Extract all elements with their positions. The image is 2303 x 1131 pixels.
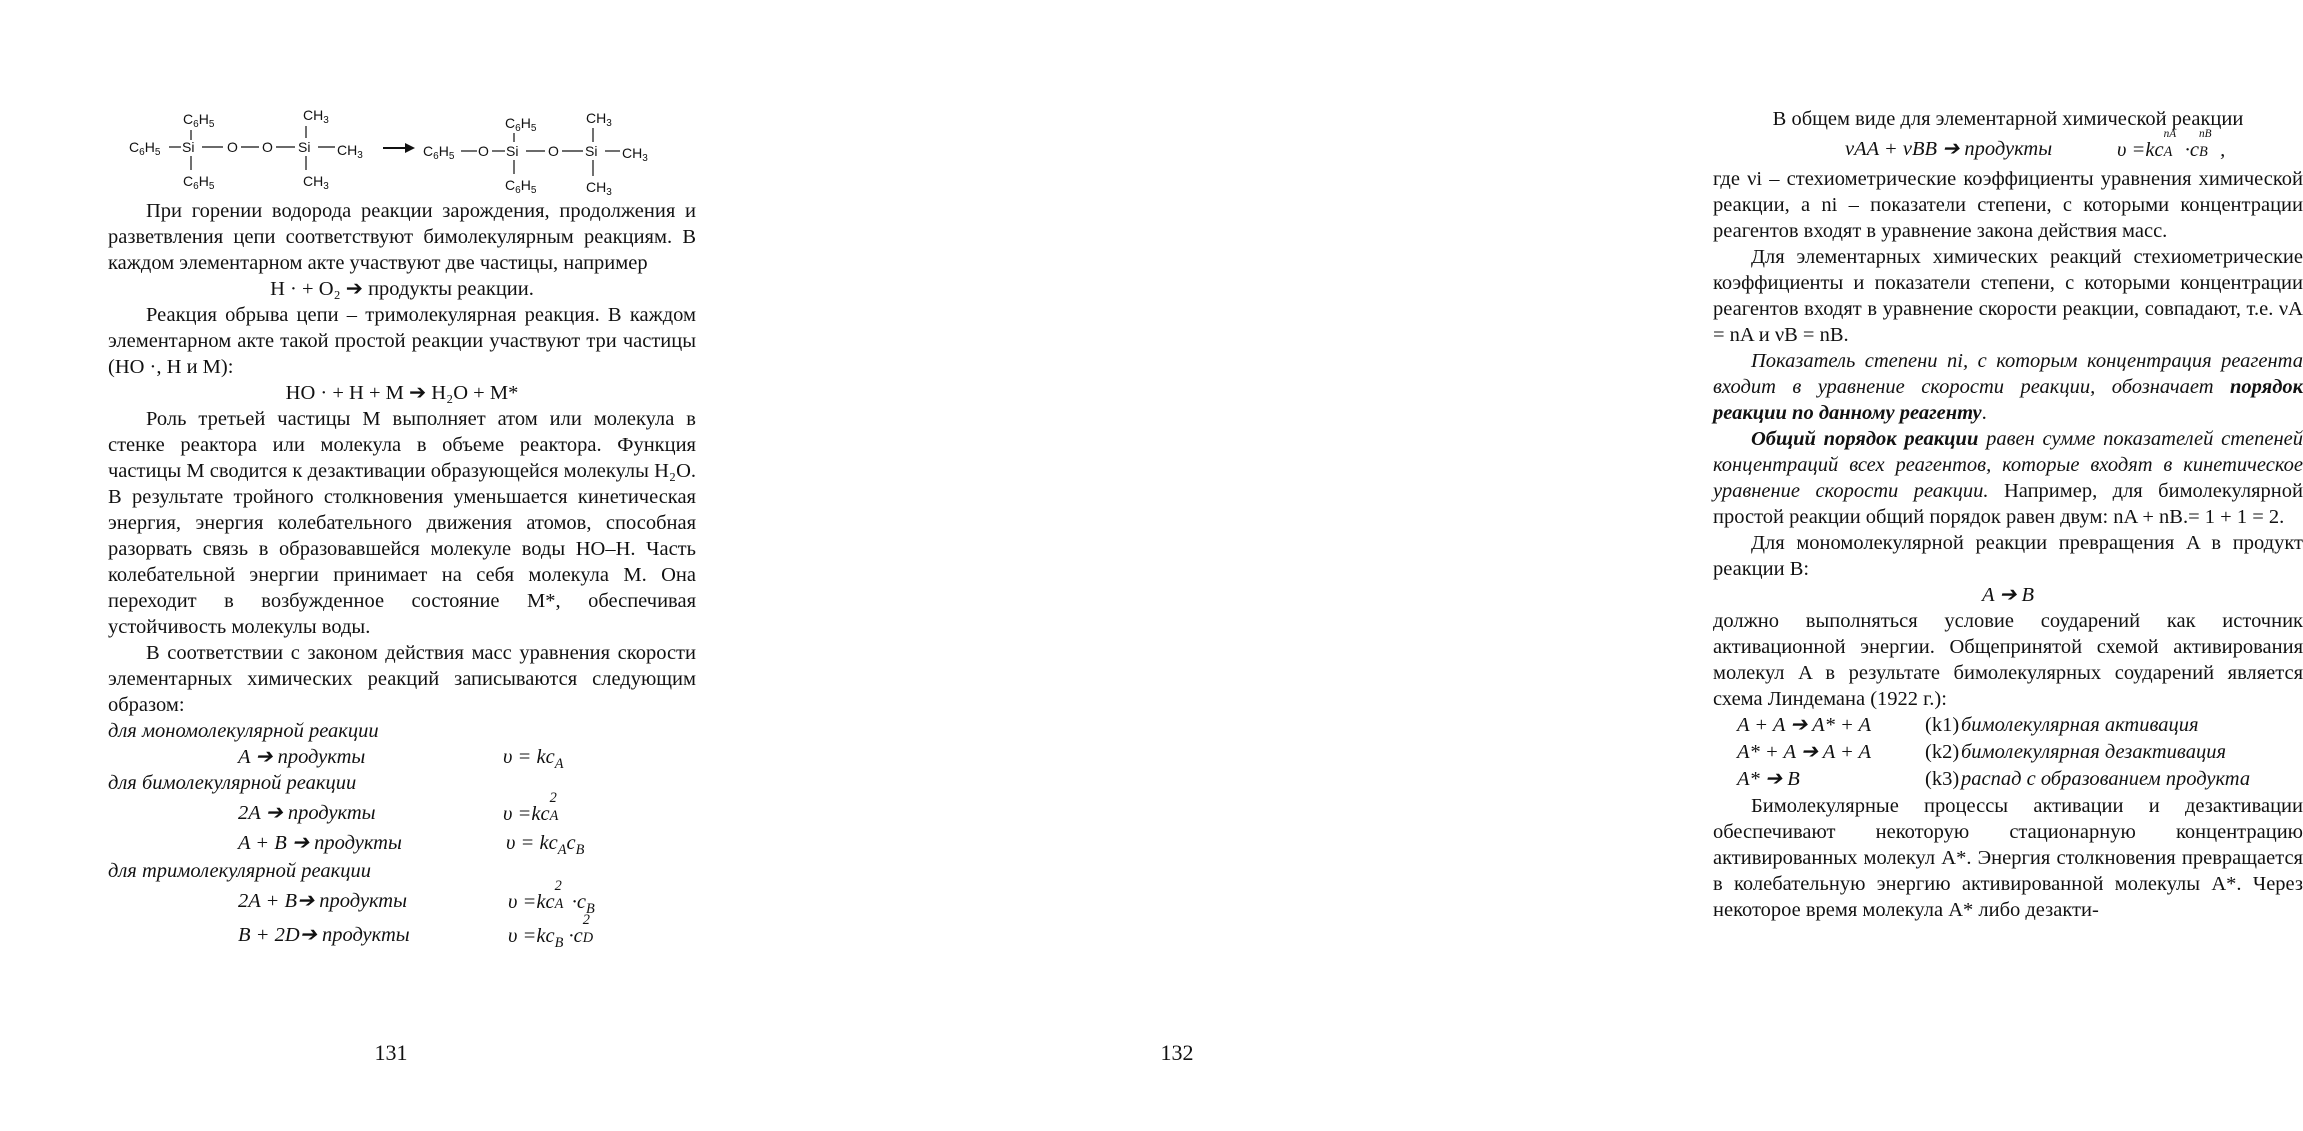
right-para-3: Показатель степени ni, с которым концентрация реагента входит в уравнение скорости реакции, обозначает порядок реакции по данному реагенту. [1713, 350, 2303, 424]
mech-step-1: A + A ➔ A* + A (k1) бимолекулярная активация [1737, 714, 2199, 736]
right-line-1: В общем виде для элементарной химической реакции [1772, 108, 2244, 130]
r1-c6h5-top: $C_6H_5$ [183, 111, 215, 130]
term-order-by-reagent: порядок реакции по данному реагенту [1713, 376, 2303, 424]
term-overall-order: Общий порядок реакции [1751, 428, 1979, 450]
mech-step-3: A* ➔ B (k3) распад с образованием продукта [1737, 768, 2251, 790]
left-page [0, 0, 800, 1131]
rate-tri-1 [108, 878, 696, 918]
r1-o1: O [227, 139, 238, 155]
r1-ch3-right: $CH_3$ [337, 142, 363, 161]
p-ch3-right: $CH_3$ [622, 145, 648, 164]
tri2-rate: $\upsilon =kc_B \cdot c$ 2 D [508, 912, 594, 952]
rate-bi-1 [108, 790, 696, 828]
left-para-3: Роль третьей частицы М выполняет атом или молекула в стенке реактора или молекула в объеме реактора. Функция частицы М сводится к дезактивации образующейся молекулы H₂O. В результате тройного столкновения уменьшается кинетическая энергия, энергия колебательного движения атомов, способная разорвать связь в образовавшейся молекуле воды HO–H. Часть колебательной энергии принимает на себя молекула М. Она переходит в возбужденное состояние М*, обеспечивая устойчивость молекулы воды. [108, 408, 696, 638]
tri2-reaction: B + 2D➔ продукты [238, 924, 410, 946]
general-rate-equation [1713, 128, 2303, 166]
left-para-2: Реакция обрыва цепи – тримолекулярная реакция. В каждом элементарном акте такой простой реакции участвуют три частицы (HO ·, H и M): [108, 304, 696, 378]
left-eq-2: HO · + H + M ➔ H₂O + M* [285, 382, 519, 404]
general-rate: υ =kc nA A ·c nB B , [2117, 128, 2226, 161]
p-o: O [478, 143, 489, 159]
right-para-6: должно выполняться условие соударений как источник активационной энергии. Общепринятой схемой активирования молекул A в результате бимолекулярных соударений является схема Линдемана (1922 г.): [1713, 610, 2303, 710]
siloxane-reaction-diagram [125, 100, 685, 200]
bi2-rate: $\upsilon = kc_Ac_B$ [506, 832, 585, 859]
rate-bi-2 [108, 828, 696, 858]
right-para-2: Для элементарных химических реакций стехиометрические коэффициенты и показатели степени, с которыми концентрации реагентов входят в уравнение скорости реакции, совпадают, т.е. νA = nA и νB = nB. [1713, 246, 2303, 346]
heading-mono: для мономолекулярной реакции [108, 720, 379, 742]
p-o2: O [548, 143, 559, 159]
p-c6h5-top: $C_6H_5$ [505, 115, 537, 134]
bi1-reaction: 2A ➔ продукты [238, 802, 376, 824]
right-text-column [1713, 106, 2303, 923]
p-si: Si [506, 143, 519, 159]
heading-bi: для бимолекулярной реакции [108, 772, 357, 794]
left-para-1: При горении водорода реакции зарождения, продолжения и разветвления цепи соответствуют бимолекулярным реакциям. В каждом элементарном акте участвуют две частицы, например [108, 200, 696, 274]
r1-si2: Si [298, 139, 311, 155]
tri1-reaction: 2A + B➔ продукты [238, 890, 407, 912]
right-para-5: Для мономолекулярной реакции превращения A в продукт реакции B: [1713, 532, 2303, 580]
r1-si: Si [182, 139, 195, 155]
right-para-1: где νi – стехиометрические коэффициенты уравнения химической реакции, а ni – показатели степени, с которыми концентрации реагентов входят в уравнение закона действия масс. [1713, 168, 2303, 242]
r1-c6h5-left: $C_6H_5$ [129, 139, 161, 158]
r1-ch3-bottom: $CH_3$ [303, 173, 329, 192]
lindemann-mechanism [1713, 712, 2303, 793]
p-ch3-bottom: $CH_3$ [586, 179, 612, 198]
r1-ch3-top: $CH_3$ [303, 107, 329, 126]
heading-tri: для тримолекулярной реакции [108, 860, 371, 882]
left-text-column [108, 198, 696, 950]
bi1-rate: υ =kc 2 A [503, 790, 559, 825]
mono-rate: $\upsilon = kc_A$ [503, 746, 564, 773]
p-ch3-top: $CH_3$ [586, 110, 612, 129]
eq-a-to-b: A ➔ B [1981, 584, 2035, 606]
rate-mono [108, 744, 696, 773]
right-page [800, 0, 2303, 1131]
right-para-7: Бимолекулярные процессы активации и дезактивации обеспечивают некоторую стационарную концентрацию активированных молекул A*. Энергия столкновения превращается в колебательную энергию активированной молекулы A*. Через некоторое время молекула A* либо дезакти- [1713, 795, 2303, 921]
r1-o2: O [262, 139, 273, 155]
r1-c6h5-bottom: $C_6H_5$ [183, 173, 215, 192]
right-para-4: Общий порядок реакции равен сумме показателей степеней концентраций всех реагентов, которые входят в кинетическое уравнение скорости реакции. Например, для бимолекулярной простой реакции общий порядок равен двум: nA + nB.= 1 + 1 = 2. [1713, 428, 2303, 528]
p-c6h5-left: $C_6H_5$ [423, 143, 455, 162]
mech-step-2: A* + A ➔ A + A (k2) бимолекулярная дезактивация [1737, 741, 2226, 763]
left-para-4: В соответствии с законом действия масс уравнения скорости элементарных химических реакций записываются следующим образом: [108, 642, 696, 716]
page-number-left: 131 [374, 1040, 408, 1065]
mono-reaction: A ➔ продукты [238, 746, 366, 768]
p-si2: Si [585, 143, 598, 159]
p-c6h5-bottom: $C_6H_5$ [505, 177, 537, 196]
left-eq-1: H · + O₂ ➔ продукты реакции. [270, 278, 534, 300]
rate-tri-2 [108, 912, 696, 952]
general-reaction: νAA + νBB ➔ продукты [1845, 138, 2053, 160]
page-number-right: 132 [1160, 1040, 1194, 1065]
bi2-reaction: A + B ➔ продукты [238, 832, 402, 854]
tri1-rate: υ =kc 2 A $\cdot c_B$ [508, 878, 595, 918]
